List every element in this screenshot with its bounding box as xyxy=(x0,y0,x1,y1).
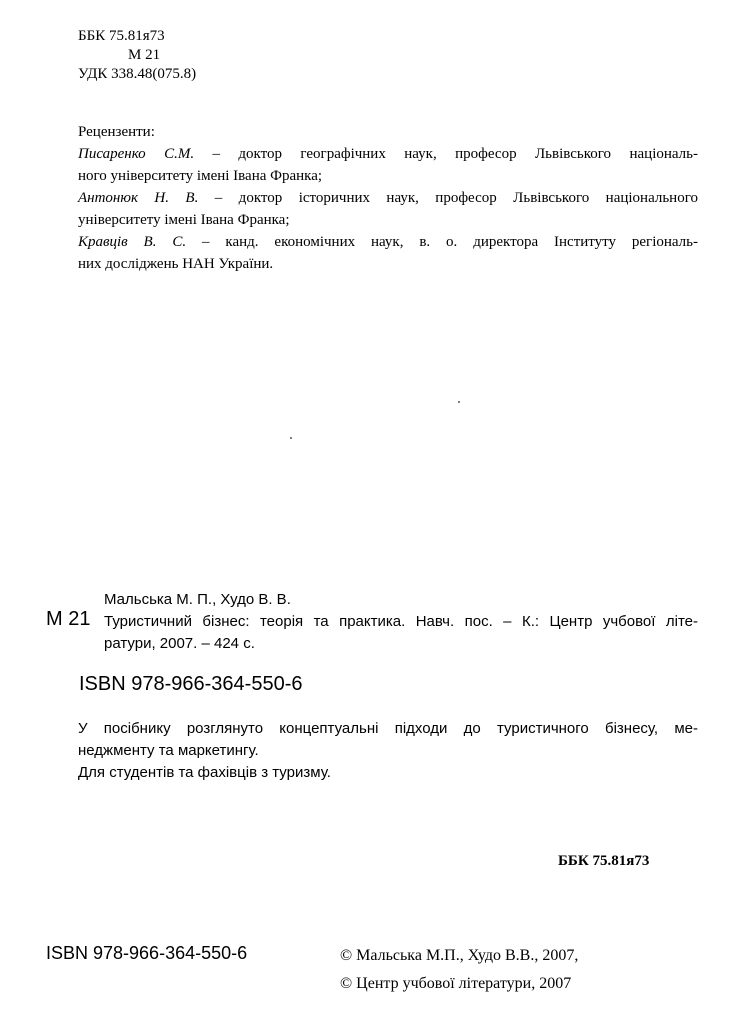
catalog-description-line-1: Туристичний бізнес: теорія та практика. Навч. пос. – К.: Центр учбової літе- xyxy=(104,613,698,630)
header-bbk: ББК 75.81я73 xyxy=(78,28,165,44)
header-udk: УДК 338.48(075.8) xyxy=(78,66,197,82)
reviewer-1-line-2: ного університету імені Івана Франка; xyxy=(78,168,323,184)
reviewer-3-name: Кравців В. С. xyxy=(78,234,187,250)
reviewer-2-desc: – доктор історичних наук, професор Львівського національного xyxy=(198,190,698,206)
reviewers-title: Рецензенти: xyxy=(78,124,155,140)
catalog-cutter-code: М 21 xyxy=(46,608,91,630)
bbk-bottom: ББК 75.81я73 xyxy=(558,853,650,869)
reviewer-2-line-2: університету імені Івана Франка; xyxy=(78,212,290,228)
isbn-main: ISBN 978-966-364-550-6 xyxy=(79,673,303,695)
reviewers-block xyxy=(78,121,698,275)
reviewer-2-name: Антонюк Н. В. xyxy=(78,190,199,206)
footer-isbn: ISBN 978-966-364-550-6 xyxy=(46,943,248,963)
reviewer-3-line-1 xyxy=(78,231,698,253)
reviewer-3-desc: – канд. економічних наук, в. о. директора Інституту регіональ- xyxy=(186,234,698,250)
reviewer-2-line-1 xyxy=(78,187,698,209)
catalog-entry xyxy=(104,589,698,655)
copyright-authors: © Мальська М.П., Худо В.В., 2007, xyxy=(340,947,579,964)
catalog-authors: Мальська М. П., Худо В. В. xyxy=(104,591,291,608)
catalog-description-line-2: ратури, 2007. – 424 с. xyxy=(104,635,255,652)
annotation-line-1: У посібнику розглянуто концептуальні підходи до туристичного бізнесу, ме- xyxy=(78,720,698,737)
reviewer-1-line-1 xyxy=(78,143,698,165)
annotation-line-2: неджменту та маркетингу. xyxy=(78,742,259,759)
annotation-line-3: Для студентів та фахівців з туризму. xyxy=(78,764,331,781)
reviewer-1-desc: – доктор географічних наук, професор Львівського національ- xyxy=(194,146,698,162)
scan-speck xyxy=(458,401,460,403)
copyright-block xyxy=(340,942,578,998)
scan-speck xyxy=(290,437,292,439)
copyright-publisher: © Центр учбової літератури, 2007 xyxy=(340,975,572,992)
reviewer-3-line-2: них досліджень НАН України. xyxy=(78,256,274,272)
header-cutter: М 21 xyxy=(128,47,161,63)
annotation-block xyxy=(78,718,698,784)
reviewer-1-name: Писаренко С.М. xyxy=(78,146,195,162)
